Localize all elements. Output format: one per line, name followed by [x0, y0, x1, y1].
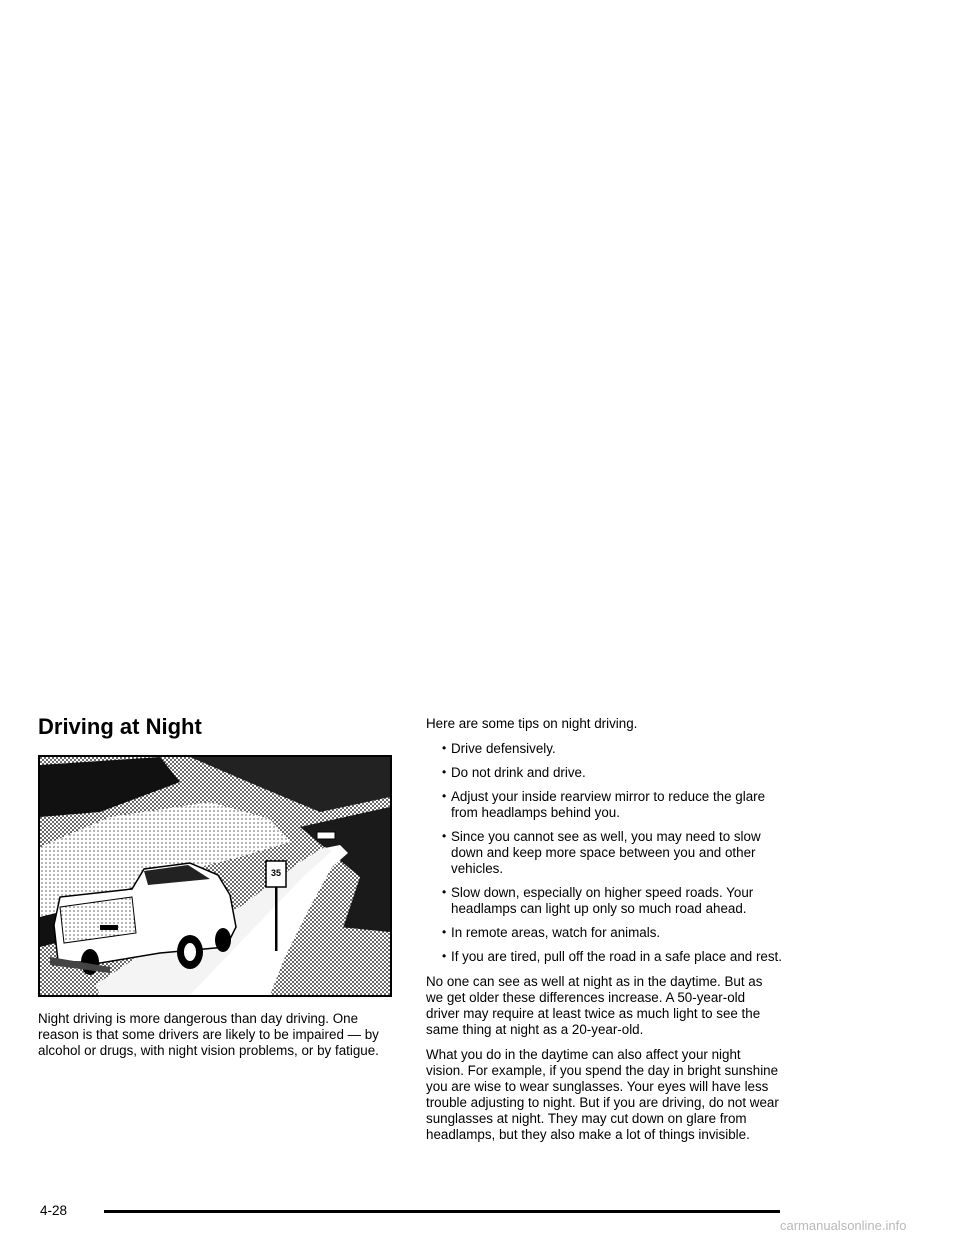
bullet-icon: • — [442, 741, 447, 755]
watermark-text: carmanualsonline.info — [780, 1218, 907, 1233]
bullet-icon: • — [442, 925, 447, 939]
tips-lead: Here are some tips on night driving. — [426, 716, 638, 731]
list-item: • Do not drink and drive. — [442, 765, 586, 780]
body-paragraph-2: What you do in the daytime can also affect your night vision. For example, if you spend the day in bright sunshine you are wise to wear sunglasses. Your eyes will have less trouble adjusting to night. But if you are driving, do not wear sunglasses at night. They may cut down on glare from headlamps, but they also make a lot of things invisible. — [426, 1047, 779, 1142]
bullet-icon: • — [442, 789, 447, 803]
bullet-icon: • — [442, 765, 447, 779]
speed-limit-sign-number: 35 — [270, 868, 282, 878]
page-number: 4-28 — [40, 1203, 68, 1218]
intro-paragraph: Night driving is more dangerous than day driving. One reason is that some drivers are likely to be impaired — by alcohol or drugs, with night vision problems, or by fatigue. — [38, 1011, 379, 1058]
list-item: • Since you cannot see as well, you may need to slow down and keep more space between you and other vehicles. — [442, 829, 761, 876]
bullet-icon: • — [442, 885, 447, 899]
bullet-icon: • — [442, 949, 447, 963]
list-item: • In remote areas, watch for animals. — [442, 925, 661, 940]
list-item: • Adjust your inside rearview mirror to reduce the glare from headlamps behind you. — [442, 789, 766, 820]
night-driving-illustration — [38, 755, 392, 997]
body-paragraph-1: No one can see as well at night as in the daytime. But as we get older these differences increase. A 50-year-old driver may require at least twice as much light to see the same thing at night as a 20-year-old. — [426, 974, 763, 1037]
tips-list — [426, 741, 782, 965]
list-item: • If you are tired, pull off the road in a safe place and rest. — [442, 949, 782, 964]
truck-night-road-image — [40, 757, 390, 995]
list-item: • Slow down, especially on higher speed roads. Your headlamps can light up only so much road ahead. — [442, 885, 754, 916]
tips-column — [426, 716, 782, 1152]
list-item: • Drive defensively. — [442, 741, 556, 756]
footer-rule — [104, 1210, 780, 1213]
bullet-icon: • — [442, 829, 447, 843]
section-title: Driving at Night — [38, 714, 202, 739]
